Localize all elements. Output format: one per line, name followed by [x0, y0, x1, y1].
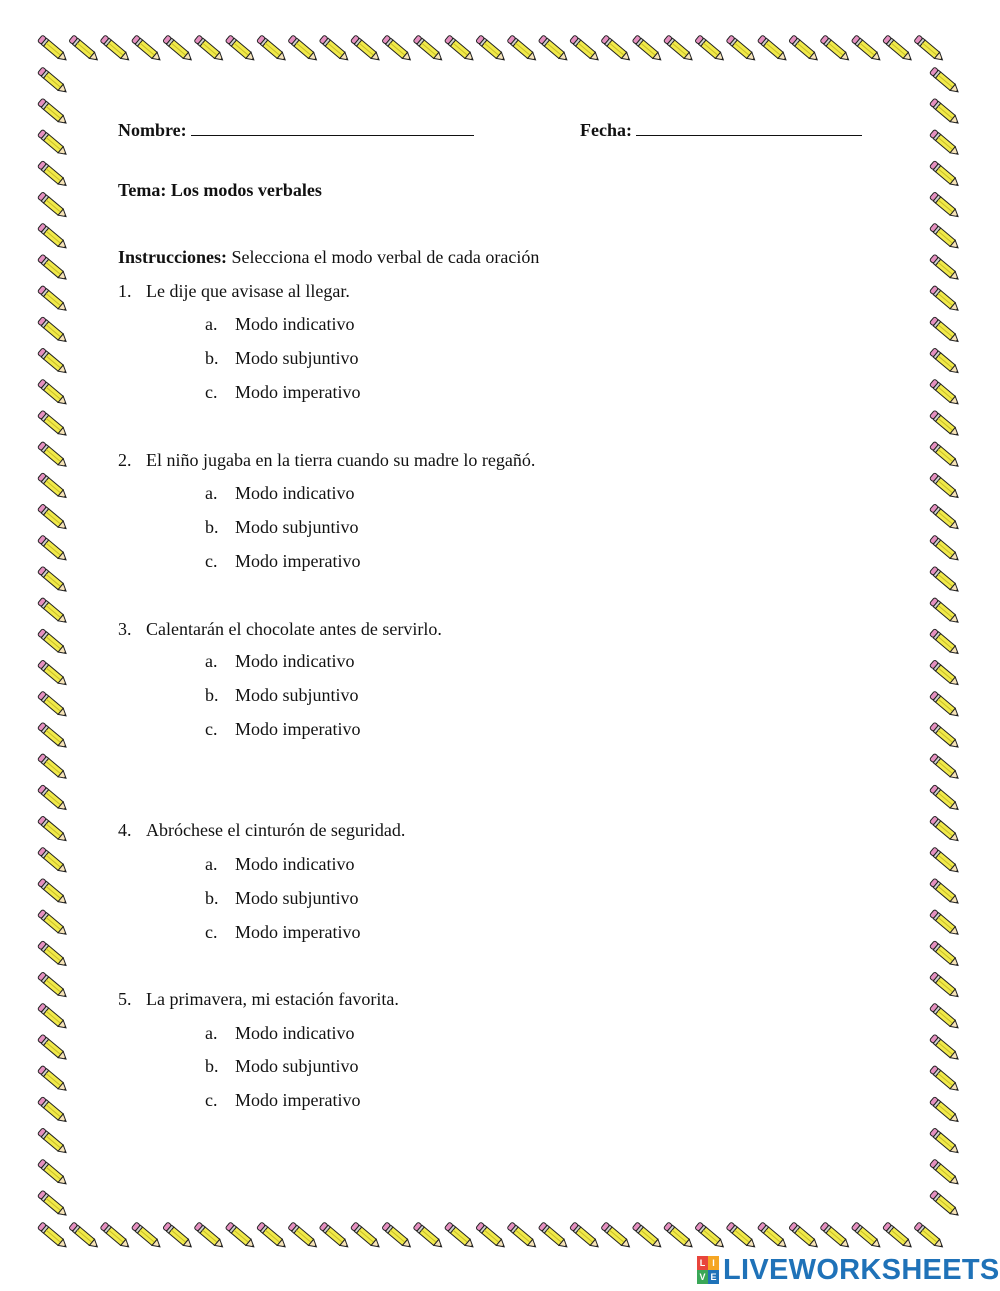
pencil-icon: [914, 1222, 945, 1250]
pencil-icon: [929, 285, 960, 313]
question-text: La primavera, mi estación favorita.: [146, 989, 399, 1009]
pencil-icon: [37, 753, 68, 781]
pencil-icon: [37, 1097, 68, 1125]
pencil-icon: [632, 1222, 663, 1250]
pencil-icon: [194, 35, 225, 63]
instructions-label: Instrucciones:: [118, 247, 227, 267]
option-letter: b.: [205, 517, 219, 537]
pencil-icon: [37, 348, 68, 376]
pencil-icon: [37, 566, 68, 594]
pencil-icon: [163, 1222, 194, 1250]
option-indicativo[interactable]: Modo indicativo: [235, 651, 355, 671]
pencil-icon: [851, 1222, 882, 1250]
pencil-icon: [929, 254, 960, 282]
pencil-icon: [257, 35, 288, 63]
liveworksheets-logo: [697, 1255, 1000, 1285]
pencil-icon: [929, 1097, 960, 1125]
pencil-icon: [929, 722, 960, 750]
option-imperativo[interactable]: Modo imperativo: [235, 719, 361, 739]
option-indicativo[interactable]: Modo indicativo: [235, 854, 355, 874]
badge-letter-i: I: [708, 1256, 719, 1270]
pencil-icon: [37, 691, 68, 719]
pencil-icon: [37, 473, 68, 501]
pencil-icon: [37, 98, 68, 126]
pencil-icon: [37, 629, 68, 657]
pencil-icon: [929, 941, 960, 969]
pencil-icon: [929, 161, 960, 189]
pencil-icon: [929, 597, 960, 625]
pencil-icon: [929, 1128, 960, 1156]
pencil-icon: [929, 410, 960, 438]
option-letter: c.: [205, 719, 218, 739]
pencil-icon: [929, 909, 960, 937]
question-number: 2.: [118, 450, 132, 470]
pencil-icon: [37, 1222, 68, 1250]
pencil-icon: [820, 1222, 851, 1250]
option-subjuntivo[interactable]: Modo subjuntivo: [235, 517, 359, 537]
badge-letter-e: E: [708, 1270, 719, 1284]
pencil-icon: [929, 223, 960, 251]
pencil-icon: [288, 1222, 319, 1250]
pencil-icon: [601, 1222, 632, 1250]
pencil-icon: [929, 847, 960, 875]
pencil-icon: [131, 35, 162, 63]
pencil-icon: [444, 1222, 475, 1250]
pencil-icon: [37, 35, 68, 63]
topic-title: Tema: Los modos verbales: [118, 180, 322, 200]
question-number: 1.: [118, 281, 132, 301]
pencil-icon: [257, 1222, 288, 1250]
pencil-icon: [225, 1222, 256, 1250]
pencil-icon: [476, 35, 507, 63]
pencil-icon: [929, 785, 960, 813]
pencil-icon: [929, 1003, 960, 1031]
name-field: [118, 119, 474, 141]
pencil-icon: [37, 441, 68, 469]
instructions: [118, 246, 539, 268]
option-indicativo[interactable]: Modo indicativo: [235, 483, 355, 503]
pencil-icon: [37, 972, 68, 1000]
option-letter: b.: [205, 1056, 219, 1076]
pencil-icon: [929, 129, 960, 157]
question-text: Calentarán el chocolate antes de servirlo.: [146, 619, 442, 639]
pencil-icon: [225, 35, 256, 63]
pencil-icon: [507, 1222, 538, 1250]
pencil-icon: [37, 660, 68, 688]
pencil-icon: [194, 1222, 225, 1250]
pencil-icon: [929, 98, 960, 126]
option-subjuntivo[interactable]: Modo subjuntivo: [235, 685, 359, 705]
pencil-icon: [37, 941, 68, 969]
pencil-icon: [570, 35, 601, 63]
pencil-icon: [929, 504, 960, 532]
pencil-icon: [929, 1034, 960, 1062]
date-label: Fecha:: [580, 120, 632, 140]
logo-text: LIVEWORKSHEETS: [723, 1253, 1000, 1286]
option-indicativo[interactable]: Modo indicativo: [235, 1023, 355, 1043]
pencil-icon: [37, 535, 68, 563]
pencil-icon: [37, 722, 68, 750]
pencil-icon: [929, 1065, 960, 1093]
pencil-icon: [350, 1222, 381, 1250]
badge-letter-v: V: [697, 1270, 708, 1284]
name-blank-line[interactable]: [191, 119, 474, 136]
pencil-icon: [929, 67, 960, 95]
pencil-icon: [37, 504, 68, 532]
liveworksheets-badge-icon: [697, 1256, 719, 1284]
badge-letter-l: L: [697, 1256, 708, 1270]
pencil-icon: [37, 847, 68, 875]
option-letter: c.: [205, 551, 218, 571]
option-letter: b.: [205, 348, 219, 368]
pencil-icon: [37, 909, 68, 937]
option-letter: c.: [205, 922, 218, 942]
pencil-icon: [37, 1065, 68, 1093]
pencil-icon: [914, 35, 945, 63]
pencil-icon: [789, 1222, 820, 1250]
pencil-icon: [757, 35, 788, 63]
name-label: Nombre:: [118, 120, 187, 140]
pencil-icon: [319, 1222, 350, 1250]
option-letter: a.: [205, 314, 218, 334]
pencil-icon: [476, 1222, 507, 1250]
option-imperativo[interactable]: Modo imperativo: [235, 551, 361, 571]
pencil-icon: [929, 473, 960, 501]
pencil-icon: [37, 129, 68, 157]
pencil-icon: [37, 67, 68, 95]
pencil-icon: [37, 878, 68, 906]
pencil-icon: [726, 1222, 757, 1250]
pencil-icon: [37, 410, 68, 438]
pencil-icon: [929, 660, 960, 688]
option-subjuntivo[interactable]: Modo subjuntivo: [235, 1056, 359, 1076]
pencil-icon: [37, 317, 68, 345]
pencil-icon: [929, 192, 960, 220]
pencil-icon: [37, 1159, 68, 1187]
question-text: Le dije que avisase al llegar.: [146, 281, 350, 301]
pencil-icon: [37, 1003, 68, 1031]
pencil-icon: [929, 1159, 960, 1187]
pencil-icon: [413, 1222, 444, 1250]
question-number: 4.: [118, 820, 132, 840]
option-indicativo[interactable]: Modo indicativo: [235, 314, 355, 334]
pencil-icon: [37, 1034, 68, 1062]
pencil-icon: [789, 35, 820, 63]
pencil-icon: [37, 285, 68, 313]
pencil-icon: [929, 691, 960, 719]
pencil-icon: [163, 35, 194, 63]
option-letter: a.: [205, 483, 218, 503]
pencil-icon: [570, 1222, 601, 1250]
pencil-icon: [100, 35, 131, 63]
pencil-icon: [100, 1222, 131, 1250]
date-blank-line[interactable]: [636, 119, 862, 136]
pencil-icon: [929, 972, 960, 1000]
option-letter: a.: [205, 854, 218, 874]
pencil-icon: [37, 379, 68, 407]
pencil-icon: [288, 35, 319, 63]
option-subjuntivo[interactable]: Modo subjuntivo: [235, 348, 359, 368]
pencil-icon: [37, 1190, 68, 1218]
pencil-icon: [444, 35, 475, 63]
option-letter: a.: [205, 651, 218, 671]
pencil-icon: [929, 535, 960, 563]
pencil-icon: [69, 1222, 100, 1250]
pencil-icon: [37, 816, 68, 844]
option-imperativo[interactable]: Modo imperativo: [235, 1090, 361, 1110]
pencil-icon: [37, 1128, 68, 1156]
pencil-icon: [69, 35, 100, 63]
option-letter: c.: [205, 382, 218, 402]
pencil-icon: [37, 192, 68, 220]
pencil-icon: [350, 35, 381, 63]
instructions-text: Selecciona el modo verbal de cada oración: [231, 247, 540, 267]
pencil-icon: [929, 348, 960, 376]
question-text: Abróchese el cinturón de seguridad.: [146, 820, 406, 840]
question-number: 3.: [118, 619, 132, 639]
option-letter: c.: [205, 1090, 218, 1110]
option-imperativo[interactable]: Modo imperativo: [235, 922, 361, 942]
pencil-icon: [37, 223, 68, 251]
pencil-icon: [538, 1222, 569, 1250]
pencil-icon: [37, 161, 68, 189]
pencil-icon: [757, 1222, 788, 1250]
pencil-icon: [538, 35, 569, 63]
pencil-icon: [37, 597, 68, 625]
pencil-icon: [601, 35, 632, 63]
pencil-icon: [695, 1222, 726, 1250]
option-letter: b.: [205, 685, 219, 705]
pencil-icon: [632, 35, 663, 63]
pencil-icon: [929, 878, 960, 906]
pencil-icon: [929, 566, 960, 594]
pencil-icon: [929, 441, 960, 469]
pencil-icon: [413, 35, 444, 63]
pencil-icon: [319, 35, 350, 63]
pencil-icon: [883, 1222, 914, 1250]
pencil-icon: [929, 753, 960, 781]
pencil-icon: [883, 35, 914, 63]
pencil-icon: [382, 1222, 413, 1250]
pencil-icon: [820, 35, 851, 63]
option-imperativo[interactable]: Modo imperativo: [235, 382, 361, 402]
pencil-icon: [37, 785, 68, 813]
pencil-icon: [929, 317, 960, 345]
pencil-icon: [929, 379, 960, 407]
option-letter: a.: [205, 1023, 218, 1043]
question-number: 5.: [118, 989, 132, 1009]
pencil-icon: [663, 1222, 694, 1250]
pencil-icon: [929, 816, 960, 844]
pencil-icon: [37, 254, 68, 282]
question-text: El niño jugaba en la tierra cuando su madre lo regañó.: [146, 450, 536, 470]
pencil-icon: [695, 35, 726, 63]
pencil-icon: [382, 35, 413, 63]
pencil-icon: [929, 1190, 960, 1218]
pencil-icon: [663, 35, 694, 63]
pencil-icon: [507, 35, 538, 63]
pencil-icon: [851, 35, 882, 63]
pencil-icon: [929, 629, 960, 657]
option-subjuntivo[interactable]: Modo subjuntivo: [235, 888, 359, 908]
option-letter: b.: [205, 888, 219, 908]
date-field: [580, 119, 862, 141]
pencil-icon: [131, 1222, 162, 1250]
pencil-icon: [726, 35, 757, 63]
